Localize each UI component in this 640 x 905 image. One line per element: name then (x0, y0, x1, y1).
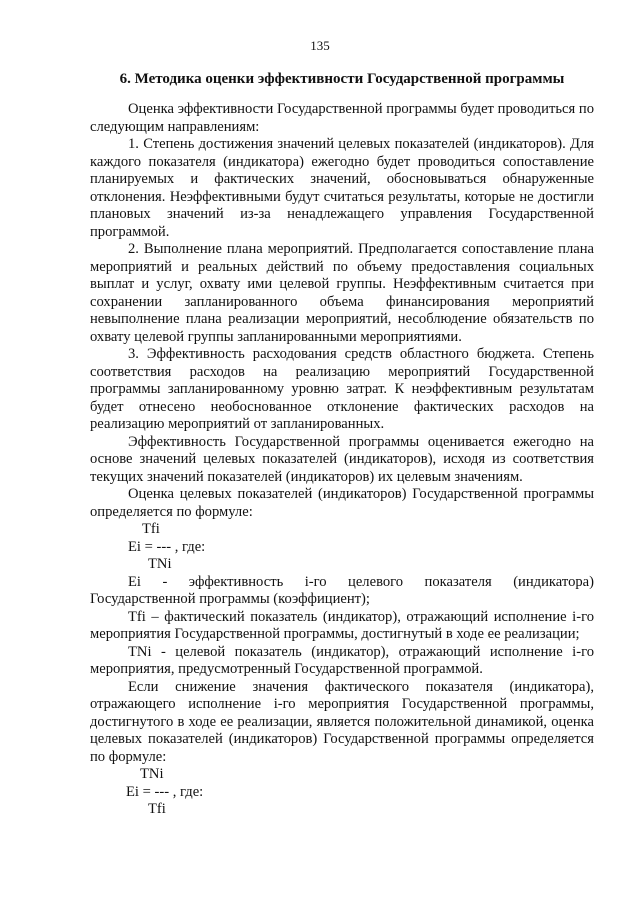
formula-2 (90, 766, 594, 819)
paragraph-criterion-2: 2. Выполнение плана мероприятий. Предполагается сопоставление плана мероприятий и реальных действий по объему предоставления социальных выплат и услуг, охвату ими целевой группы. Неэффективным считается при сохранении запланированного объема финансирования мероприятий невыполнение плана реализации мероприятий, несоблюдение обязательств по охвату целевой группы запланированными мероприятиями. (90, 241, 594, 345)
document-body (90, 101, 594, 819)
paragraph-formula-intro: Оценка целевых показателей (индикаторов) Государственной программы определяется по формуле: (90, 486, 594, 520)
definition-ei: Ei - эффективность i-го целевого показателя (индикатора) Государственной программы (коэффициент); (90, 573, 594, 607)
formula-2-numerator: TNi (140, 766, 164, 782)
paragraph-criterion-1: 1. Степень достижения значений целевых показателей (индикаторов). Для каждого показателя (индикатора) ежегодно будет проводиться сопоставление планируемых и фактических значений, обосновываться обнаруженные отклонения. Неэффективными будут считаться результаты, которые не достигли плановых значений из-за ненадлежащего управления Государственной программой. (90, 136, 594, 240)
paragraph-annual-evaluation: Эффективность Государственной программы оценивается ежегодно на основе значений целевых показателей (индикаторов), исходя из соответствия текущих значений показателей (индикаторов) их целевым значениям. (90, 433, 594, 485)
formula-2-denominator: Tfi (148, 801, 166, 817)
paragraph-negative-dynamics: Если снижение значения фактического показателя (индикатора), отражающего исполнение i-го мероприятия Государственной программы, достигнутого в ходе ее реализации, является положительной динамикой, оценка целевых показателей (индикаторов) Государственной программы определяется по формуле: (90, 678, 594, 765)
definition-tni: TNi - целевой показатель (индикатор), отражающий исполнение i-го мероприятия, предусмотренный Государственной программой. (90, 643, 594, 677)
paragraph-intro: Оценка эффективности Государственной программы будет проводиться по следующим направлениям: (90, 101, 594, 135)
formula-1-equation: Ei = --- , где: (128, 538, 206, 555)
definition-tfi: Tfi – фактический показатель (индикатор), отражающий исполнение i-го мероприятия Государственной программы, достигнутый в ходе ее реализации; (90, 608, 594, 642)
page-number: 135 (310, 38, 330, 53)
formula-2-equation: Ei = --- , где: (126, 783, 204, 800)
formula-1 (90, 521, 594, 574)
formula-1-denominator: TNi (148, 556, 172, 572)
paragraph-criterion-3: 3. Эффективность расходования средств областного бюджета. Степень соответствия расходов на реализацию мероприятий Государственной программы запланированному уровню затрат. К неэффективным результатам будет отнесено необоснованное отклонение фактических расходов на реализацию мероприятий от запланированных. (90, 346, 594, 432)
section-heading: 6. Методика оценки эффективности Государственной программы (119, 71, 565, 87)
formula-1-numerator: Tfi (142, 521, 160, 537)
